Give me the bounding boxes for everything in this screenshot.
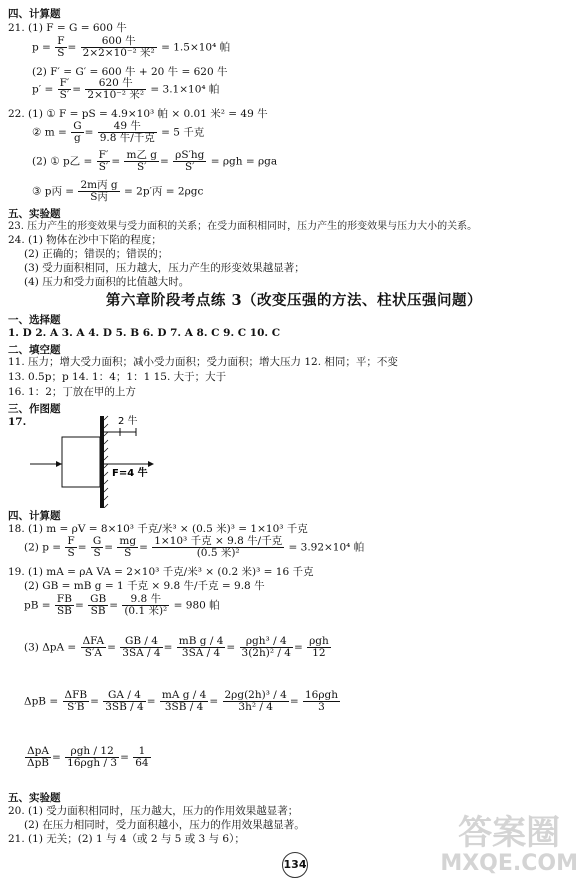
q24-line2: (2) 正确的；错误的；错误的；: [24, 248, 169, 260]
q22-p-bing-formula: ③ p丙 = $\frac{\text{2m丙 g}}{\text{S丙}}$ = 2p′丙 = 2ρgc: [32, 179, 204, 203]
page-number: 134: [282, 852, 308, 878]
section-heading-draw: 三、作图题: [8, 403, 61, 415]
force-label: F=4 牛: [112, 468, 148, 479]
q19-delta-pa-formula: (3) ΔpA = $\frac{\text{ΔFA}}{S'A}$ = $\frac{GB / 4}{3SA / 4}$ = $\frac{\text{mB g / 4}}{3SA / 4}$ = $\frac{\text{ρgh³ / 4}}{\text{3(2h)² / 4}}$ = $\frac{\text{ρgh}}{12}$: [24, 635, 329, 659]
q19-pb-formula: pB = $\frac{FB}{SB}$ = $\frac{GB}{SB}$ = $\frac{\text{9.8 牛}}{\text{(0.1 米)²}}$ = 980 帕: [24, 593, 220, 617]
q24-line4: (4) 压力和受力面积的比值越大时。: [24, 276, 190, 288]
fill-answer-11-12: 11. 压力；增大受力面积；减小受力面积；受力面积；增大压力 12. 相同；平；不变: [8, 356, 398, 368]
q22-p-yi-formula: (2) ① p乙 = $\frac{F'}{S'}$ = $\frac{\text{m乙 g}}{S'}$ = $\frac{\rho S'hg}{S'}$ = ρgh = ρga: [32, 149, 278, 173]
q22-line1: 22. (1) ① F = pS = 4.9×10³ 帕 × 0.01 米² = 49 牛: [8, 108, 268, 120]
q22-mass-formula: ② m = $\frac{G}{g}$ = $\frac{\text{49 牛}}{\text{9.8 牛/千克}}$ = 5 千克: [32, 120, 205, 144]
q21-line1: 21. (1) F = G = 600 牛: [8, 22, 127, 34]
q19-ratio-formula: $\frac{\text{ΔpA}}{\text{ΔpB}}$ = $\frac{\text{ρgh / 12}}{\text{16ρgh / 3}}$ = $\frac{1}{64}$: [27, 745, 149, 769]
q17-label: 17.: [8, 416, 27, 428]
watermark-logo: 答案圈: [458, 813, 561, 853]
q19-line2: (2) GB = mB g = 1 千克 × 9.8 牛/千克 = 9.8 牛: [24, 580, 265, 592]
section-heading-calc: 四、计算题: [8, 8, 61, 20]
q21b-line: 21. (1) 无关；(2) 1 与 4（或 2 与 5 或 3 与 6）；: [8, 833, 245, 845]
scale-label: 2 牛: [118, 416, 138, 427]
block: [62, 437, 100, 487]
wall: [100, 416, 104, 508]
watermark-url: MXQE.COM: [440, 851, 578, 876]
section-heading-experiment: 五、实验题: [8, 208, 61, 220]
fill-answer-13-15: 13. 0.5p；p 14. 1：4；1：1 15. 大于；大于: [8, 371, 227, 383]
q21-line2: (2) F′ = G′ = 600 牛 + 20 牛 = 620 牛: [32, 66, 228, 78]
q18-pressure-formula: (2) p = $\frac{F}{S}$ = $\frac{G}{S}$ = $\frac{mg}{S}$ = $\frac{\text{1×10³ 千克 × 9.8 牛/千克}}{\text{(0.5 米)²}}$ = 3.92×10⁴ 帕: [24, 535, 365, 559]
section-heading-experiment-2: 五、实验题: [8, 792, 61, 804]
q21-pressure2-formula: p′ = $\frac{F'}{S'}$ = $\frac{\text{620 牛}}{\text{2×10⁻² 米²}}$ = 3.1×10⁴ 帕: [32, 77, 220, 101]
q21-pressure-formula: p = $\frac{F}{S}$ = $\frac{\text{600 牛}}{\text{2×2×10⁻² 米²}}$ = 1.5×10⁴ 帕: [32, 35, 231, 59]
choice-answers: 1. D 2. A 3. A 4. D 5. B 6. D 7. A 8. C 9. C 10. C: [8, 327, 281, 339]
section-heading-calc-2: 四、计算题: [8, 510, 61, 522]
push-arrow-head: [56, 461, 62, 467]
section-heading-fill: 二、填空题: [8, 344, 61, 356]
force-diagram: [28, 412, 158, 508]
q19-line1: 19. (1) mA = ρA VA = 2×10³ 千克/米³ × (0.2 米)³ = 16 千克: [8, 566, 314, 578]
fill-answer-16: 16. 1：2；丁放在甲的上方: [8, 386, 136, 398]
watermark: [440, 814, 578, 876]
wall-hatching: [104, 416, 108, 508]
q23-answer: 23. 压力产生的形变效果与受力面积的关系；在受力面积相同时，压力产生的形变效果与压力大小的关系。: [8, 221, 478, 232]
chapter-title: 第六章阶段考点练 3（改变压强的方法、柱状压强问题）: [105, 292, 483, 309]
q24-line1: 24. (1) 物体在沙中下陷的程度；: [8, 234, 162, 246]
q20-line1: 20. (1) 受力面积相同时，压力越大，压力的作用效果越显著；: [8, 805, 299, 817]
section-heading-choice: 一、选择题: [8, 314, 61, 326]
force-arrow-head: [148, 461, 154, 467]
q18-line1: 18. (1) m = ρV = 8×10³ 千克/米³ × (0.5 米)³ = 1×10³ 千克: [8, 523, 308, 535]
q24-line3: (3) 受力面积相同，压力越大，压力产生的形变效果越显著；: [24, 262, 305, 274]
q19-delta-pb-formula: ΔpB = $\frac{\text{ΔFB}}{S'B}$ = $\frac{GA / 4}{3SB / 4}$ = $\frac{\text{mA g / 4}}{3SB / 4}$ = $\frac{\text{2ρg(2h)³ / 4}}{\text{3h² / 4}}$ = $\frac{\text{16ρgh}}{3}$: [24, 689, 338, 713]
q20-line2: (2) 在压力相同时，受力面积越小，压力的作用效果越显著。: [24, 819, 305, 831]
